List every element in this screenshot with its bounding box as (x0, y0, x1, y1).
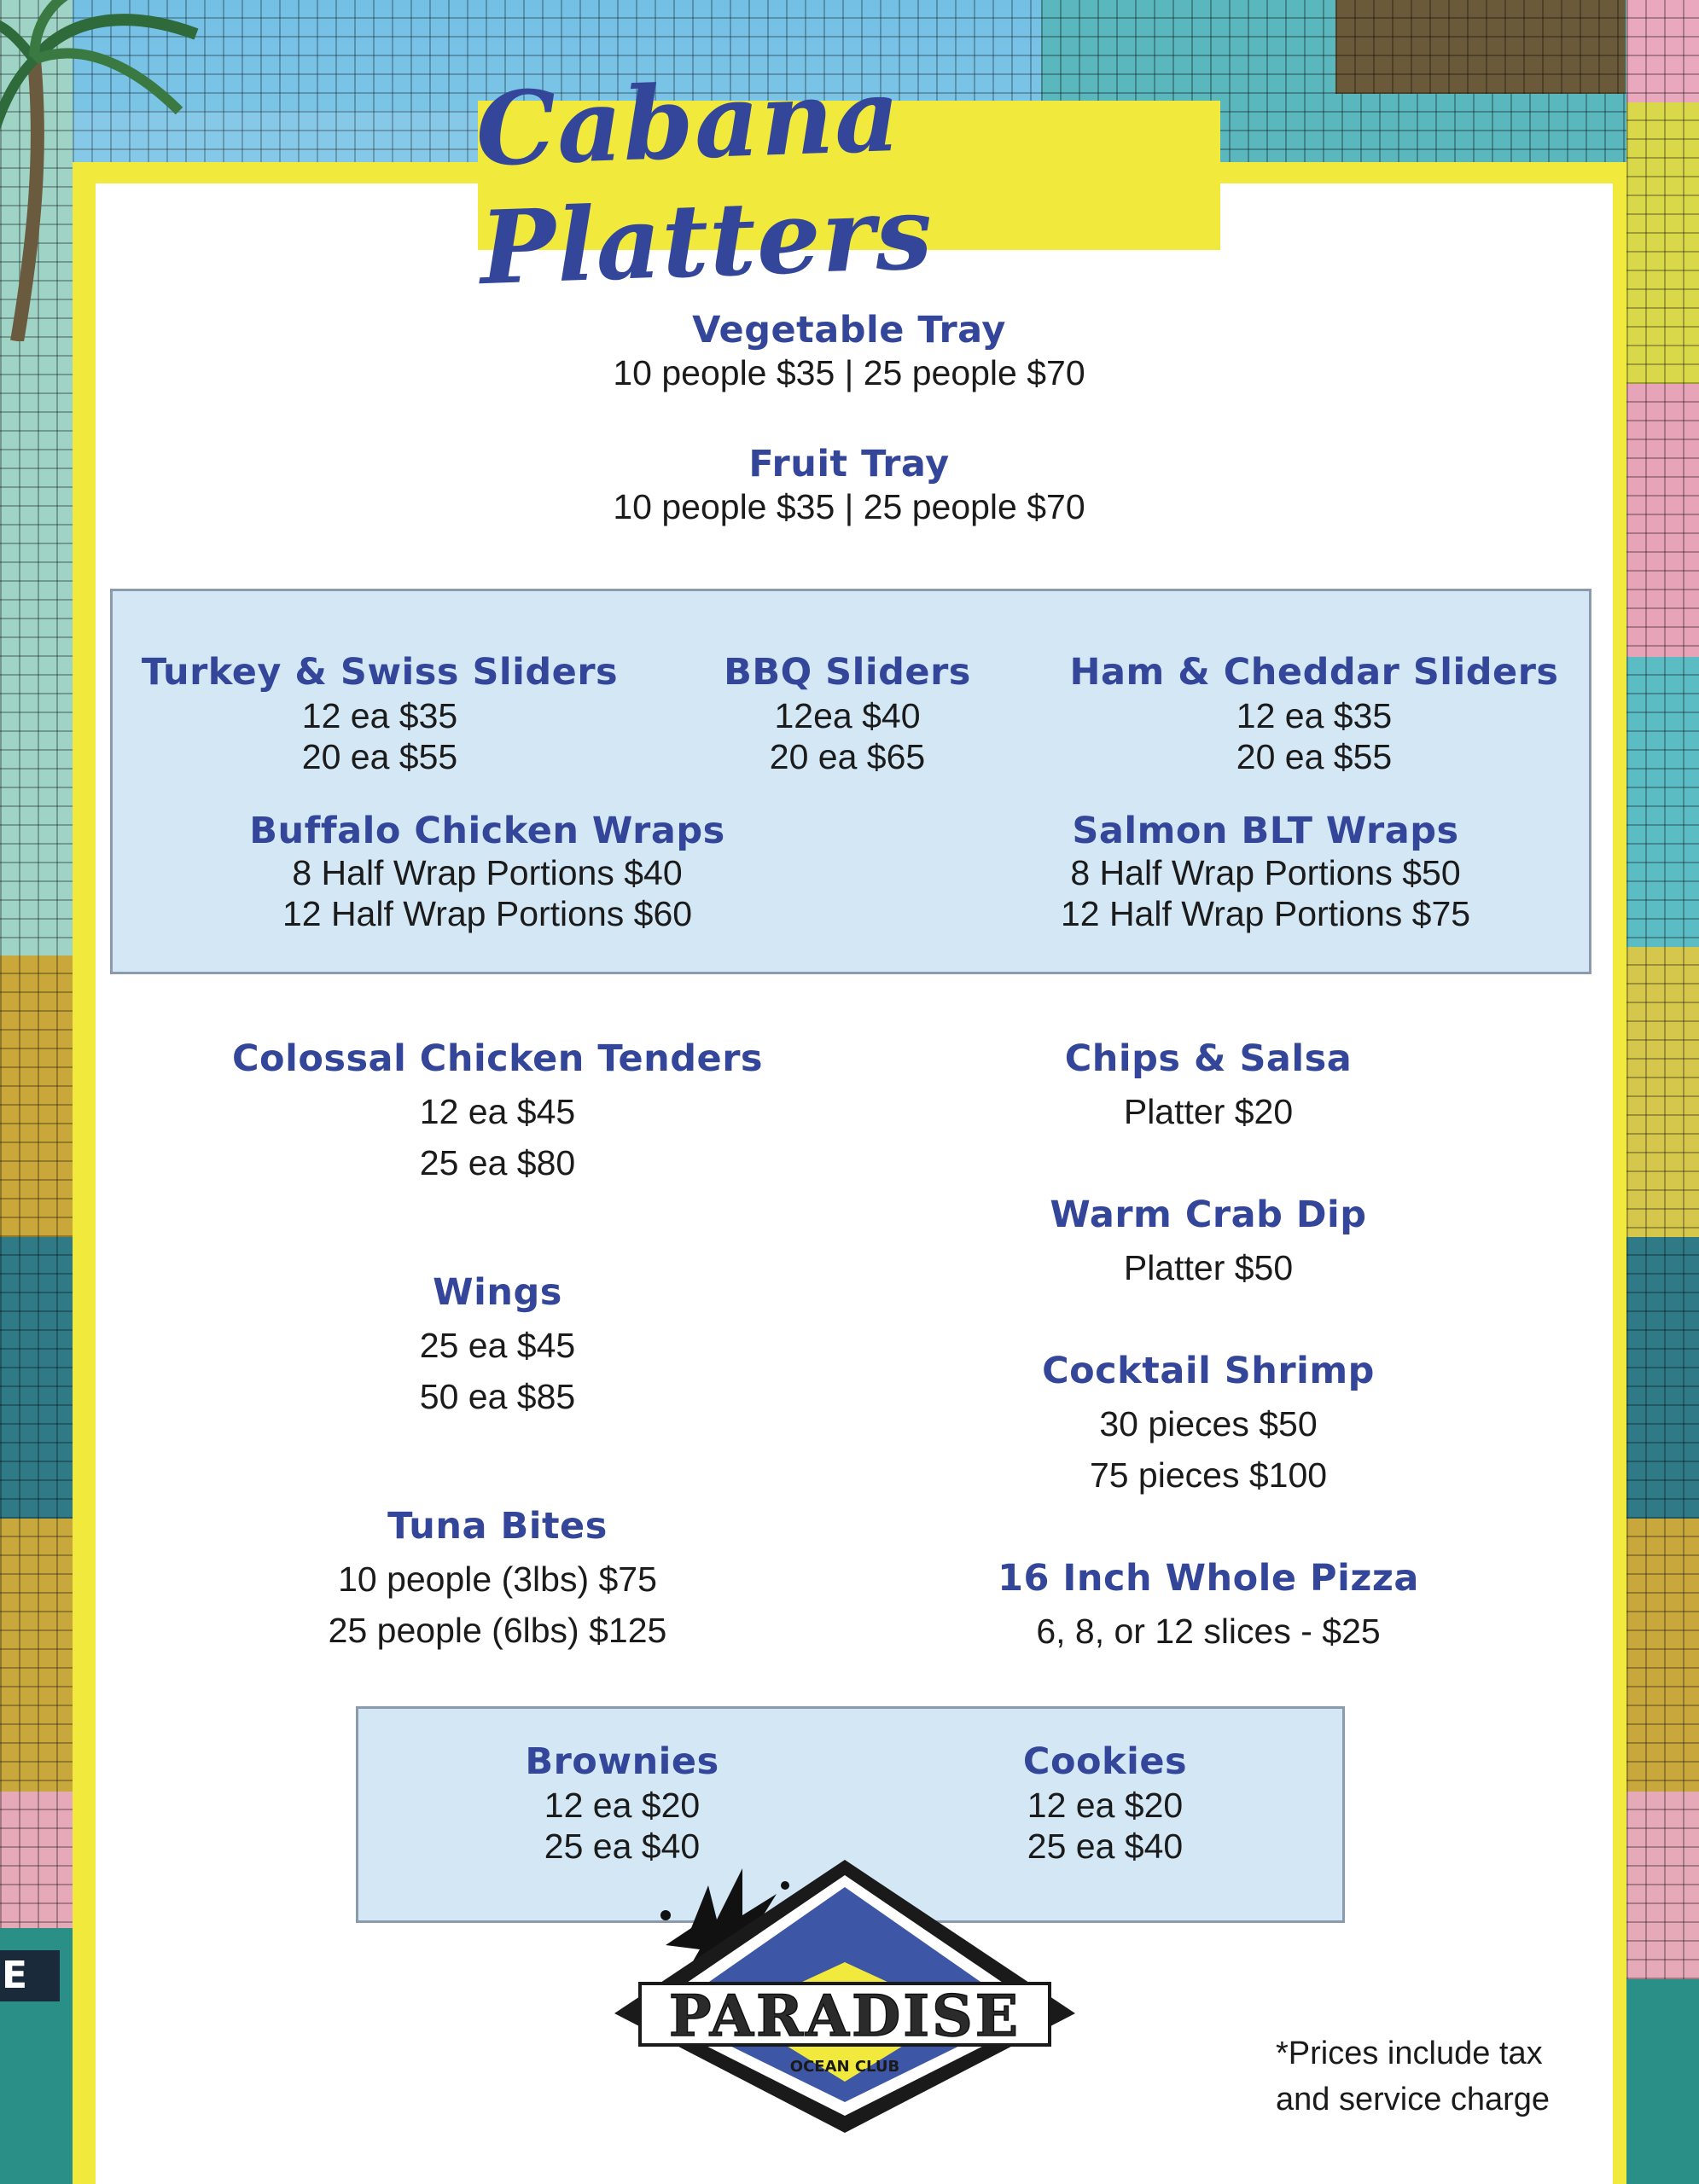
ham-sliders-heading: Ham & Cheddar Sliders (1069, 651, 1559, 694)
brownies-heading: Brownies (525, 1740, 719, 1783)
turkey-sliders-price-1: 12 ea $35 (301, 696, 458, 735)
tuna-bites-heading: Tuna Bites (387, 1505, 608, 1548)
wings-price-1: 25 ea $45 (419, 1326, 576, 1365)
bbq-sliders-price-1: 12ea $40 (774, 696, 921, 735)
salmon-wraps-heading: Salmon BLT Wraps (1072, 810, 1459, 852)
price-note (1276, 2030, 1550, 2123)
cookies-price-2: 25 ea $40 (1027, 1827, 1184, 1866)
fruit-tray-prices: 10 people $35 | 25 people $70 (613, 487, 1085, 526)
brownies-price-2: 25 ea $40 (544, 1827, 701, 1866)
vegetable-tray-heading: Vegetable Tray (692, 309, 1006, 351)
buffalo-wraps-heading: Buffalo Chicken Wraps (249, 810, 725, 852)
cocktail-shrimp-price-1: 30 pieces $50 (1099, 1404, 1318, 1443)
top-right-dark-mosaic (1335, 0, 1626, 94)
crab-dip-price: Platter $50 (1123, 1248, 1294, 1287)
tuna-bites-price-2: 25 people (6lbs) $125 (328, 1611, 667, 1650)
pizza-heading: 16 Inch Whole Pizza (998, 1557, 1419, 1600)
page-title: Cabana Platters (474, 55, 935, 307)
price-note-line-1: *Prices include tax (1276, 2036, 1543, 2071)
buffalo-wraps-price-1: 8 Half Wrap Portions $40 (292, 853, 683, 892)
ham-sliders-price-1: 12 ea $35 (1236, 696, 1393, 735)
chips-salsa-price: Platter $20 (1123, 1092, 1294, 1131)
buffalo-wraps-price-2: 12 Half Wrap Portions $60 (282, 894, 693, 933)
salmon-wraps-price-2: 12 Half Wrap Portions $75 (1060, 894, 1471, 933)
brownies-price-1: 12 ea $20 (544, 1786, 701, 1825)
cocktail-shrimp-price-2: 75 pieces $100 (1089, 1455, 1328, 1495)
pizza-price: 6, 8, or 12 slices - $25 (1036, 1612, 1381, 1651)
vegetable-tray-prices: 10 people $35 | 25 people $70 (613, 353, 1085, 392)
cocktail-shrimp-heading: Cocktail Shrimp (1042, 1350, 1375, 1392)
right-mosaic-strip (1626, 0, 1699, 2184)
logo-wordmark: PARADISE (668, 1983, 1021, 2049)
wings-price-2: 50 ea $85 (419, 1377, 576, 1416)
fruit-tray-heading: Fruit Tray (748, 443, 950, 485)
title-banner (474, 55, 1220, 307)
edge-tag: E (0, 1950, 60, 2001)
salmon-wraps-price-1: 8 Half Wrap Portions $50 (1070, 853, 1461, 892)
turkey-sliders-price-2: 20 ea $55 (301, 737, 458, 776)
chicken-tenders-price-1: 12 ea $45 (419, 1092, 576, 1131)
bbq-sliders-price-2: 20 ea $65 (769, 737, 926, 776)
tuna-bites-price-1: 10 people (3lbs) $75 (338, 1560, 657, 1599)
price-note-line-2: and service charge (1276, 2082, 1551, 2117)
chicken-tenders-heading: Colossal Chicken Tenders (231, 1037, 764, 1080)
cookies-price-1: 12 ea $20 (1027, 1786, 1184, 1825)
ham-sliders-price-2: 20 ea $55 (1236, 737, 1393, 776)
paradise-logo (614, 1834, 1075, 2133)
logo-tagline: OCEAN CLUB (789, 2058, 900, 2076)
chips-salsa-heading: Chips & Salsa (1064, 1037, 1353, 1080)
cookies-heading: Cookies (1022, 1740, 1188, 1783)
crab-dip-heading: Warm Crab Dip (1050, 1194, 1367, 1236)
bbq-sliders-heading: BBQ Sliders (724, 651, 971, 694)
chicken-tenders-price-2: 25 ea $80 (419, 1143, 576, 1182)
turkey-sliders-heading: Turkey & Swiss Sliders (141, 651, 619, 694)
wings-heading: Wings (433, 1271, 562, 1314)
